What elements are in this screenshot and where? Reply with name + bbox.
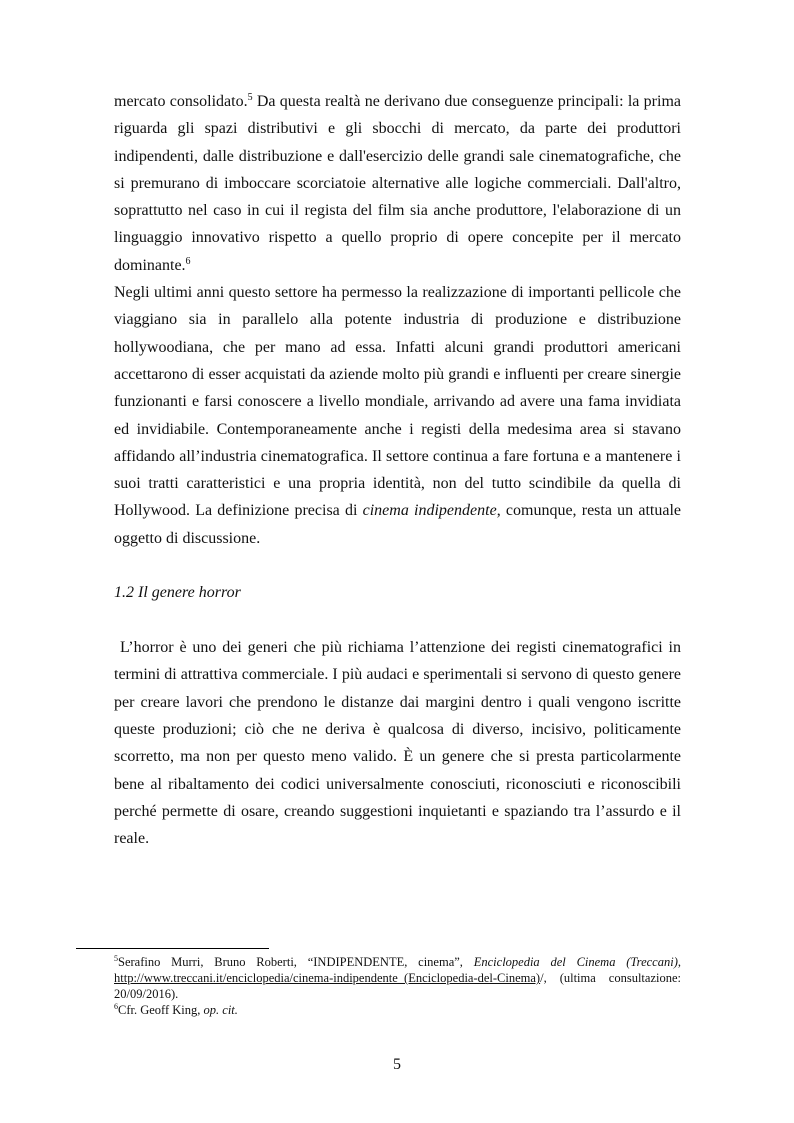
paragraph-1 (114, 88, 681, 279)
footnotes (114, 954, 681, 1018)
paragraph-2-text-a: Negli ultimi anni questo settore ha permesso la realizzazione di importanti pellicole che viaggiano sia in parallelo alla potente industria di produzione e distribuzione hollywoodiana, che per mano ad essa. Infatti alcuni grandi produttori americani accettarono di esser acquistati da aziende molto più grandi e influenti per creare sinergie funzionanti e farsi conoscere a livello mondiale, arrivando ad avere una fama invidiata ed invidiabile. Contemporaneamente anche i registi della medesima area si stavano affidando all’industria cinematografica. Il settore continua a fare fortuna e a mantenere i suoi tratti caratteristici e una propria identità, non del tutto scindibile da quella di Hollywood. La definizione precisa di (114, 284, 681, 520)
footnote-separator (76, 948, 269, 949)
paragraph-3: L’horror è uno dei generi che più richiama l’attenzione dei registi cinematografici in termini di attrattiva commerciale. I più audaci e sperimentali si servono di questo genere per creare lavori che prendono le distanze dai margini dentro i quali vengono iscritte queste produzioni; ciò che ne deriva è qualcosa di diverso, incisivo, politicamente scorretto, ma non per questo meno valido. È un genere che si presta particolarmente bene al ribaltamento dei codici universalmente conosciuti, riconosciuti e riconoscibili perché permette di osare, creando suggestioni inquietanti e spaziando tra l’assurdo e il reale. (114, 639, 681, 848)
page-body (114, 88, 681, 852)
footnote-5-authors: Serafino Murri, Bruno Roberti, “INDIPENDENTE, cinema”, (118, 955, 474, 969)
paragraph-1-text-a: mercato consolidato. (114, 93, 248, 110)
footnote-5-number: 5 (114, 954, 118, 963)
paragraph-2-italic-term: cinema indipendente (362, 502, 497, 520)
footnote-5 (114, 954, 681, 1002)
paragraph-2-text-b: , comunque, resta un attuale oggetto di discussione. (114, 502, 682, 547)
page-number: 5 (393, 1056, 401, 1073)
footnote-5-after: /, (ultima consultazione: 20/09/2016). (114, 971, 681, 1001)
paragraph-1-text-b: Da questa realtà ne derivano due conseguenze principali: la prima riguarda gli spazi distributivi e gli sbocchi di mercato, da parte dei produttori indipendenti, dalle distribuzione e dall'esercizio delle grandi sale cinematografiche, che si premurano di imboccare scorciatoie alternative alle logiche commerciali. Dall'altro, soprattutto nel caso in cui il regista del film sia anche produttore, l'elaborazione di un linguaggio innovativo rispetto a quello proprio di opere concepite per il mercato dominante. (114, 93, 681, 274)
paragraph-2 (114, 279, 681, 552)
footnote-5-link[interactable]: http://www.treccani.it/enciclopedia/cinema-indipendente_(Enciclopedia-del-Cinema) (114, 971, 541, 985)
section-heading: 1.2 Il genere horror (114, 584, 241, 602)
footnote-6-text: Cfr. Geoff King, (118, 1003, 204, 1017)
footnote-5-source: Enciclopedia del Cinema (Treccani) (473, 955, 678, 969)
footnote-6 (114, 1002, 681, 1018)
footnote-ref-6[interactable]: 6 (185, 255, 191, 267)
footnote-ref-5[interactable]: 5 (247, 92, 253, 103)
footnote-5-separator: , (677, 955, 681, 969)
footnote-6-number: 6 (114, 1002, 118, 1011)
footnote-6-italic: op. cit. (203, 1003, 238, 1017)
